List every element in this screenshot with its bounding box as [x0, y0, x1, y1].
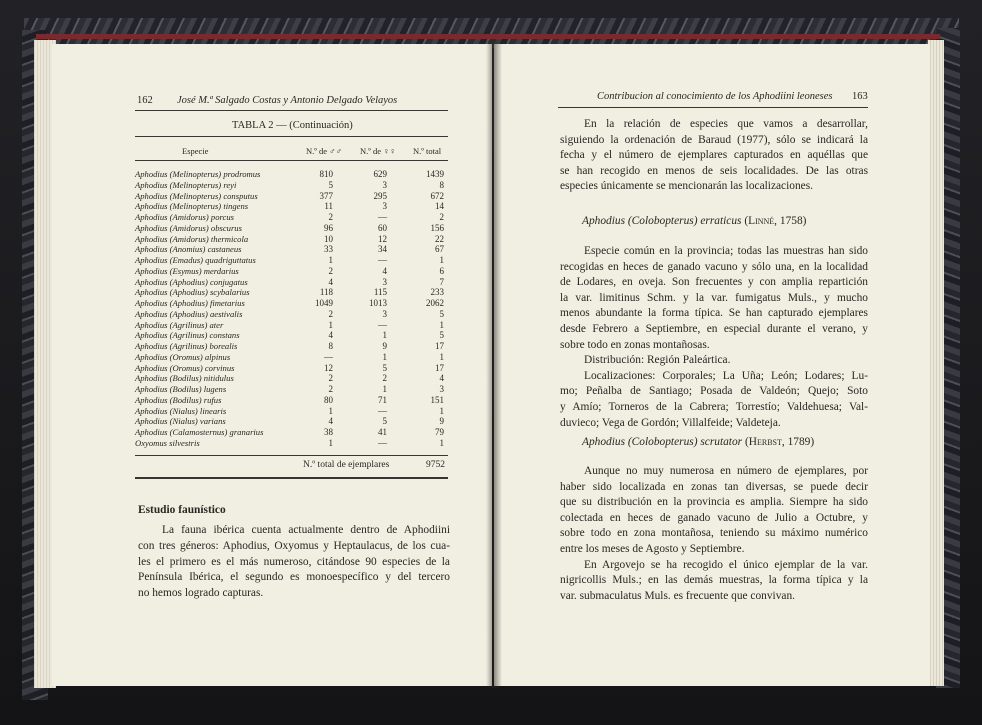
table-cell-total: 672 — [430, 190, 444, 201]
table-row-species: Aphodius (Calamosternus) granarius — [135, 427, 264, 437]
table-cell-females: 34 — [378, 244, 387, 255]
table-row-species: Aphodius (Bodilus) rufus — [135, 394, 222, 405]
table-cell-males: 5 — [328, 179, 333, 190]
table-cell-females: 629 — [373, 169, 387, 179]
table-cell-total: 67 — [435, 244, 444, 255]
species1-loc-line-1: Localizaciones: Corporales; La Uña; León; Lodares; Lu- — [584, 369, 868, 382]
left-folio: 162 — [137, 95, 153, 106]
table-cell-females: 3 — [382, 276, 387, 287]
col-header-species: Especie — [182, 146, 209, 156]
table-cell-total: 17 — [435, 362, 444, 373]
species1-line-3: de Lodares, en oveja. Son frecuentes y con amplia repartición — [560, 276, 868, 289]
table-cell-total: 151 — [430, 394, 444, 405]
left-running-head: José M.ª Salgado Costas y Antonio Delgado Velayos — [177, 95, 398, 106]
table-cell-males: 810 — [319, 169, 333, 179]
left-body-line-5: no hemos logrado capturas. — [138, 587, 264, 600]
species1-title: Aphodius (Colobopterus) erraticus — [582, 215, 742, 227]
table-row-species: Aphodius (Oromus) alpinus — [135, 351, 231, 362]
species1-line-7: sobre todo en zonas montañosas. — [560, 338, 710, 351]
intro-line-5: especies únicamente se mencionarán las localizaciones. — [560, 180, 814, 193]
table-cell-females: 1 — [382, 330, 387, 341]
table-cell-males: 2 — [328, 384, 333, 394]
table-cell-females: 5 — [382, 362, 387, 373]
species2-b-line-1: En Argovejo se ha recogido el único ejemplar de la var. — [584, 558, 868, 571]
table-cell-total: 156 — [430, 222, 444, 233]
table-cell-total: 9 — [439, 416, 444, 427]
table-cell-males: 11 — [324, 201, 333, 212]
table-title: TABLA 2 — (Continuación) — [232, 120, 353, 131]
table-cell-males: 8 — [328, 341, 333, 351]
table-cell-males: 4 — [328, 416, 333, 427]
total-label: N.º total de ejemplares — [303, 460, 390, 470]
table-row-species: Aphodius (Bodilus) nitidulus — [135, 373, 234, 384]
table-cell-total: 1 — [439, 255, 444, 265]
species1-distribution: Distribución: Región Paleártica. — [584, 354, 731, 367]
species1-loc-line-2: mo; Peñalba de Santiago; Posada de Valdeón; Quejo; Soto — [560, 385, 868, 398]
table-row-species: Aphodius (Esymus) merdarius — [135, 265, 239, 276]
left-body-line-3: les el primero es el más numeroso, citándose 90 especies de la — [138, 555, 450, 568]
species1-line-4: la var. limitinus Schm. y la var. fumigatus Muls., y mucho — [560, 291, 868, 304]
col-header-total: N.º total — [413, 146, 442, 156]
table-cell-total: 6 — [439, 265, 444, 276]
intro-paragraph — [560, 117, 868, 195]
table-row-species: Aphodius (Aphodius) fimetarius — [135, 298, 245, 308]
table-cell-females: 41 — [378, 427, 387, 437]
table-cell-males: 33 — [324, 244, 333, 255]
table-cell-total: 2 — [439, 212, 444, 222]
table-cell-total: 4 — [439, 373, 444, 384]
left-body-paragraph — [138, 523, 450, 602]
table-row-species: Aphodius (Anomius) castaneus — [135, 244, 242, 255]
species2-line-6: entre los meses de Agosto y Septiembre. — [560, 542, 745, 555]
species2-b-line-2: nigricollis Muls.; en las demás muestras, la forma típica y la — [560, 574, 868, 587]
table-row-species: Aphodius (Melinopterus) consputus — [135, 190, 258, 201]
table-row-species: Aphodius (Aphodius) scybalarius — [135, 287, 250, 298]
table-cell-total: 8 — [439, 179, 444, 190]
table-cell-females: 1 — [382, 351, 387, 362]
species1-loc-line-4: duvieco; Vega de Gordón; Villalfeide; Valdeteja. — [560, 416, 781, 429]
intro-line-2: siguiendo la ordenación de Baraud (1977), sólo se indicará la — [560, 133, 868, 146]
table-cell-males: 1 — [328, 319, 333, 330]
table-cell-total: 7 — [439, 276, 444, 287]
table-cell-females: 60 — [378, 222, 387, 233]
intro-line-3: fecha y el número de ejemplares capturados en aquéllas que — [560, 149, 868, 162]
table-cell-females: 1 — [382, 384, 387, 394]
table-cell-males: 96 — [324, 222, 333, 233]
table-cell-total: 1 — [439, 319, 444, 330]
table-cell-total: 22 — [435, 233, 444, 244]
table-cell-females: 115 — [373, 287, 387, 298]
table-bottom-rule — [135, 477, 448, 479]
species2-b-line-3: var. submaculatus Muls. es frecuente que convivan. — [560, 589, 796, 602]
table-cell-females: 3 — [382, 201, 387, 212]
table-row-species: Aphodius (Oromus) corvinus — [135, 362, 235, 373]
species2-line-5: sobre todo en zona montañosa, teniendo su máximo numérico — [560, 527, 868, 540]
table-top-rule — [135, 136, 448, 137]
left-body-line-4: Península Ibérica, el segundo es monoespecífico y del tercero — [138, 571, 450, 584]
species2-line-3: que su distribución en la provincia es amplia. Siempre ha sido — [560, 496, 868, 509]
table-cell-males: 10 — [324, 233, 333, 244]
table-row-species: Aphodius (Melinopterus) tingens — [135, 201, 249, 212]
species1-paragraph — [560, 244, 868, 431]
table-cell-males: 1 — [328, 437, 333, 448]
species2-paragraph — [560, 464, 868, 604]
table-cell-males: 2 — [328, 212, 333, 222]
table-row-species: Aphodius (Melinopterus) reyi — [135, 179, 237, 190]
col-header-females: N.º de ♀♀ — [360, 146, 396, 156]
species1-loc-line-3: y Amío; Torneros de la Cabrera; Torrestío; Valdehuesa; Val- — [560, 400, 868, 413]
left-body-line-2: con tres géneros: Aphodius, Oxyomus y Heptaulacus, de los cua- — [138, 539, 450, 552]
table-row-species: Aphodius (Emadus) quadriguttatus — [135, 255, 256, 265]
table-row-species: Aphodius (Nialus) varians — [135, 416, 226, 427]
species2-title: Aphodius (Colobopterus) scrutator — [582, 436, 743, 448]
table-cell-males: 4 — [328, 276, 333, 287]
table-cell-females: — — [378, 437, 387, 448]
table-row-species: Aphodius (Aphodius) aestivalis — [135, 308, 243, 319]
table-cell-total: 14 — [435, 201, 444, 212]
header-rule — [135, 110, 448, 111]
table-cell-total: 1 — [439, 351, 444, 362]
species2-heading — [582, 436, 814, 448]
species2-author: (Herbst, 1789) — [744, 436, 815, 448]
table-row-species: Aphodius (Aphodius) conjugatus — [135, 276, 248, 287]
intro-line-1: En la relación de especies que vamos a desarrollar, — [584, 118, 868, 130]
total-value: 9752 — [426, 460, 445, 470]
table-cell-total: 1 — [439, 405, 444, 416]
table-row-species: Aphodius (Amidorus) thermicola — [135, 233, 249, 244]
left-body-line-1: La fauna ibérica cuenta actualmente dentro de Aphodiini — [162, 524, 450, 536]
table-row-species: Aphodius (Amidorus) porcus — [135, 212, 234, 222]
table-cell-males: 1 — [328, 405, 333, 416]
table-cell-females: 1013 — [369, 298, 387, 308]
table-row-species: Aphodius (Agrilinus) constans — [135, 330, 240, 341]
table-row-species: Aphodius (Agrilinus) ater — [135, 319, 224, 330]
species1-line-1: Especie común en la provincia; todas las muestras han sido — [584, 245, 868, 257]
species2-line-1: Aunque no muy numerosa en número de ejemplares, por — [584, 465, 868, 477]
species1-heading — [582, 215, 806, 227]
table-cell-total: 2062 — [426, 298, 444, 308]
table-cell-males: 2 — [328, 265, 333, 276]
table-cell-females: 71 — [378, 394, 387, 405]
table-cell-males: 1049 — [315, 298, 333, 308]
table-row-species: Aphodius (Nialus) linearis — [135, 405, 227, 416]
table-cell-males: 12 — [324, 362, 333, 373]
species2-line-4: colectada en heces de ganado vacuno de Julio a Octubre, y — [560, 511, 868, 524]
table-cell-total: 5 — [439, 308, 444, 319]
table-cell-females: 3 — [382, 308, 387, 319]
spine-red-edge — [36, 34, 940, 39]
table-cell-females: 9 — [382, 341, 387, 351]
table-cell-males: 2 — [328, 373, 333, 384]
table-cell-total: 17 — [435, 341, 444, 351]
table-cell-females: — — [378, 405, 387, 416]
table-cell-males: 4 — [328, 330, 333, 341]
table-row-species: Aphodius (Amidorus) obscurus — [135, 222, 242, 233]
species1-line-2: recogidas en heces de ganado vacuno y sólo una, en la localidad — [560, 260, 868, 273]
table-row-species: Oxyomus silvestris — [135, 437, 200, 448]
table-cell-total: 79 — [435, 427, 444, 437]
table-cell-total: 1439 — [426, 169, 444, 179]
right-folio: 163 — [852, 91, 868, 102]
table-cell-males: 38 — [324, 427, 333, 437]
table-row-species: Aphodius (Bodilus) lugens — [135, 384, 227, 394]
table-cell-females: 5 — [382, 416, 387, 427]
table-cell-males: — — [324, 351, 333, 362]
table-row-species: Aphodius (Melinopterus) prodromus — [135, 169, 261, 179]
table-cell-females: — — [378, 212, 387, 222]
table-cell-females: 12 — [378, 233, 387, 244]
table-row-species: Aphodius (Agrilinus) borealis — [135, 341, 238, 351]
table-cell-females: 4 — [382, 265, 387, 276]
col-header-males: N.º de ♂♂ — [306, 146, 342, 156]
table-cell-females: 295 — [373, 190, 387, 201]
page-edges-right — [928, 40, 944, 686]
table-cell-males: 2 — [328, 308, 333, 319]
right-running-head: Contribucion al conocimiento de los Aphodiini leoneses — [597, 91, 833, 102]
species2-line-2: haber sido localizada en zonas tan diversas, se puede decir — [560, 480, 868, 493]
species1-line-5: menos abundante la forma típica. Se han capturado ejemplares — [560, 307, 868, 320]
table-cell-total: 5 — [439, 330, 444, 341]
table-cell-males: 1 — [328, 255, 333, 265]
species1-author: (Linné, 1758) — [744, 215, 807, 227]
table-cell-females: 3 — [382, 179, 387, 190]
table-cell-females: 2 — [382, 373, 387, 384]
right-header-rule — [558, 107, 868, 108]
table-head-rule — [135, 160, 448, 161]
table-cell-females: — — [378, 319, 387, 330]
table-cell-total: 233 — [430, 287, 444, 298]
book-gutter — [486, 40, 502, 688]
section-title: Estudio faunístico — [138, 504, 226, 516]
table-cell-males: 118 — [319, 287, 333, 298]
species1-line-6: desde Febrero a Septiembre, en especial durante el verano, y — [560, 322, 868, 335]
table-cell-males: 80 — [324, 394, 333, 405]
table-cell-females: — — [378, 255, 387, 265]
table-cell-total: 3 — [439, 384, 444, 394]
table-cell-males: 377 — [319, 190, 333, 201]
table-total-rule — [135, 455, 448, 456]
intro-line-4: se han recogido en menos de seis localidades. De las otras — [560, 164, 868, 177]
table-cell-total: 1 — [439, 437, 444, 448]
